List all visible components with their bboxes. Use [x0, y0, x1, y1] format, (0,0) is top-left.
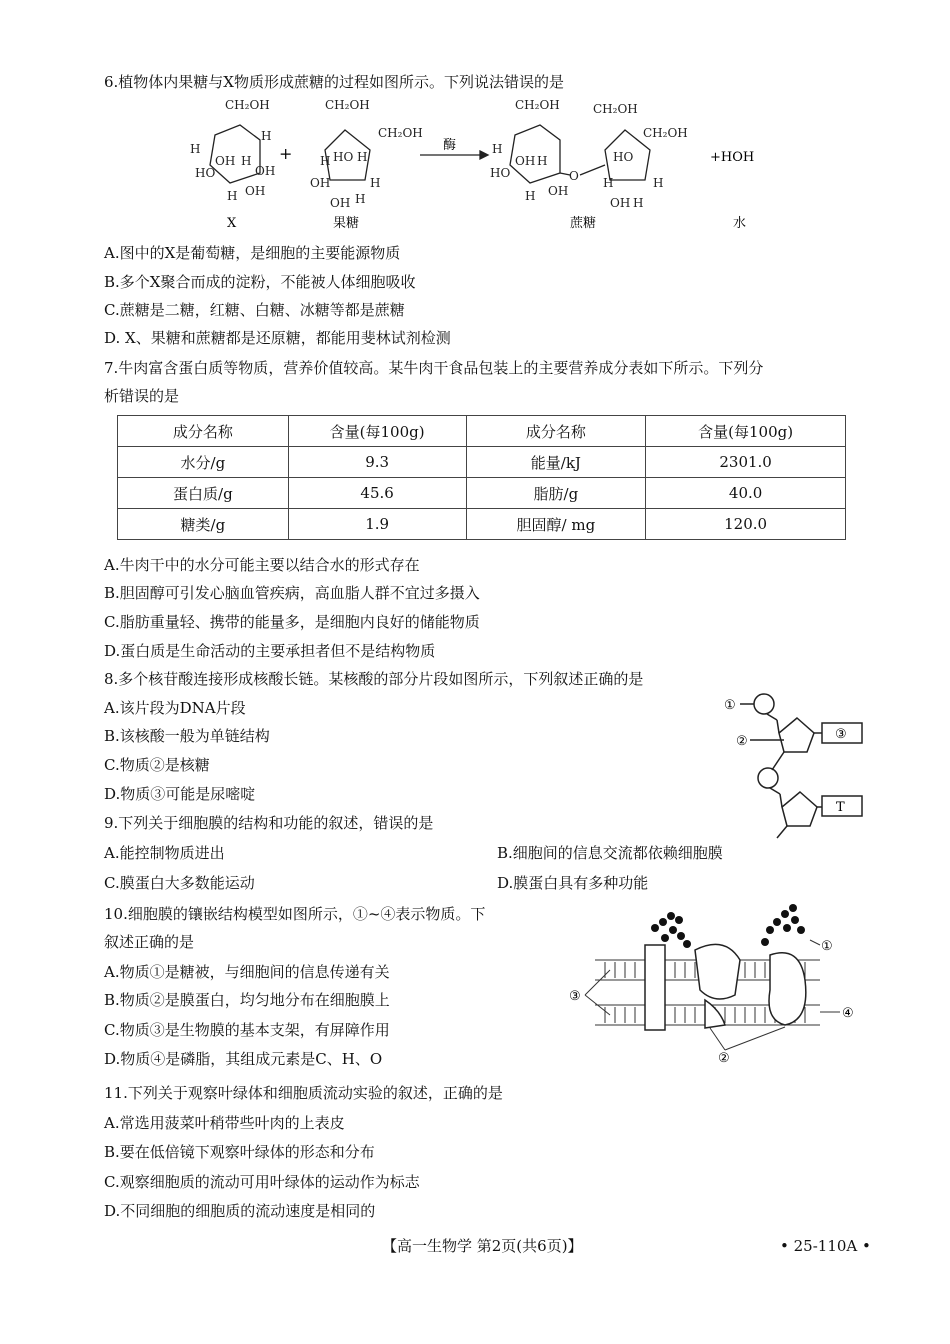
q6-label-water: 水	[733, 216, 747, 231]
table-cell: 40.0	[646, 478, 846, 509]
q8-option-a: A.该片段为DNA片段	[104, 699, 246, 717]
q7-stem-line2: 析错误的是	[104, 387, 180, 405]
table-cell: 1.9	[288, 509, 466, 540]
q6-label-enzyme: 酶	[443, 138, 457, 153]
svg-text:CH₂OH: CH₂OH	[225, 98, 270, 112]
q11-option-a: A.常选用菠菜叶稍带些叶肉的上表皮	[104, 1114, 345, 1132]
svg-text:H: H	[525, 189, 536, 203]
svg-text:H: H	[190, 142, 201, 156]
table-cell: 蛋白质/g	[118, 478, 289, 509]
svg-text:CH₂OH: CH₂OH	[515, 98, 560, 112]
table-row	[118, 478, 846, 509]
footer-code: • 25-110A •	[780, 1237, 871, 1255]
q6-label-sucrose: 蔗糖	[570, 216, 597, 231]
q7-option-d: D.蛋白质是生命活动的主要承担者但不是结构物质	[104, 642, 436, 660]
svg-text:CH₂OH: CH₂OH	[378, 126, 423, 140]
q8-stem: 8.多个核苷酸连接形成核酸长链。某核酸的部分片段如图所示，下列叙述正确的是	[104, 670, 644, 688]
svg-text:H: H	[241, 154, 252, 168]
table-cell: 脂肪/g	[466, 478, 646, 509]
table-header: 含量(每100g)	[288, 416, 466, 447]
q8-marker-1: ①	[724, 698, 736, 713]
q7-stem-line1: 7.牛肉富含蛋白质等物质，营养价值较高。某牛肉干食品包装上的主要营养成分表如下所示。下列分	[104, 359, 764, 377]
q6-label-fructose: 果糖	[333, 216, 360, 231]
table-row	[118, 509, 846, 540]
q8-nucleotide-figure	[722, 690, 872, 840]
q6-water-formula: +HOH	[710, 150, 755, 165]
table-cell: 能量/kJ	[466, 447, 646, 478]
q10-option-c: C.物质③是生物膜的基本支架，有屏障作用	[104, 1021, 390, 1039]
q9-option-b: B.细胞间的信息交流都依赖细胞膜	[497, 844, 723, 862]
q11-option-c: C.观察细胞质的流动可用叶绿体的运动作为标志	[104, 1173, 420, 1191]
q7-option-a: A.牛肉干中的水分可能主要以结合水的形式存在	[104, 556, 420, 574]
q10-marker-1: ①	[821, 939, 833, 954]
q10-marker-4: ④	[842, 1006, 854, 1021]
svg-text:CH₂OH: CH₂OH	[643, 126, 688, 140]
table-cell: 45.6	[288, 478, 466, 509]
q10-option-a: A.物质①是糖被，与细胞间的信息传递有关	[104, 963, 390, 981]
q6-stem: 6.植物体内果糖与X物质形成蔗糖的过程如图所示。下列说法错误的是	[104, 73, 564, 91]
table-cell: 糖类/g	[118, 509, 289, 540]
svg-text:H: H	[370, 176, 381, 190]
q9-stem: 9.下列关于细胞膜的结构和功能的叙述，错误的是	[104, 814, 434, 832]
q10-stem-line1: 10.细胞膜的镶嵌结构模型如图所示，①~④表示物质。下	[104, 905, 486, 923]
q8-base-t: T	[836, 800, 845, 815]
svg-text:H: H	[537, 154, 548, 168]
nutrition-table	[117, 415, 846, 540]
q6-plus-sign: +	[279, 144, 293, 163]
svg-text:HO: HO	[613, 150, 634, 164]
footer-page-info: 【高一生物学 第2页(共6页)】	[382, 1237, 583, 1255]
svg-text:HO: HO	[195, 166, 216, 180]
svg-text:OH: OH	[548, 184, 569, 198]
svg-text:OH: OH	[255, 164, 276, 178]
q6-option-a: A.图中的X是葡萄糖，是细胞的主要能源物质	[104, 244, 401, 262]
q6-sucrose-figure	[185, 95, 775, 235]
table-header: 成分名称	[466, 416, 646, 447]
svg-text:HO: HO	[490, 166, 511, 180]
table-cell: 2301.0	[646, 447, 846, 478]
q11-option-d: D.不同细胞的细胞质的流动速度是相同的	[104, 1202, 376, 1220]
q11-stem: 11.下列关于观察叶绿体和细胞质流动实验的叙述，正确的是	[104, 1084, 503, 1102]
svg-text:OH: OH	[310, 176, 331, 190]
table-header: 成分名称	[118, 416, 289, 447]
q8-option-d: D.物质③可能是尿嘧啶	[104, 785, 256, 803]
svg-text:OH: OH	[245, 184, 266, 198]
svg-text:H: H	[603, 176, 614, 190]
svg-text:CH₂OH: CH₂OH	[325, 98, 370, 112]
svg-text:H: H	[492, 142, 503, 156]
svg-text:H: H	[633, 196, 644, 210]
q6-label-x: X	[227, 216, 237, 231]
svg-text:H: H	[227, 189, 238, 203]
q9-option-a: A.能控制物质进出	[104, 844, 225, 862]
q7-option-c: C.脂肪重量轻、携带的能量多，是细胞内良好的储能物质	[104, 613, 480, 631]
q8-marker-2: ②	[736, 734, 748, 749]
q10-option-d: D.物质④是磷脂，其组成元素是C、H、O	[104, 1050, 383, 1068]
q6-option-b: B.多个X聚合而成的淀粉，不能被人体细胞吸收	[104, 273, 416, 291]
table-cell: 120.0	[646, 509, 846, 540]
svg-text:H: H	[653, 176, 664, 190]
svg-text:H: H	[357, 150, 368, 164]
svg-text:H: H	[355, 192, 366, 206]
q10-membrane-figure	[565, 900, 865, 1065]
q6-option-c: C.蔗糖是二糖，红糖、白糖、冰糖等都是蔗糖	[104, 301, 405, 319]
table-row	[118, 447, 846, 478]
q6-option-d: D. X、果糖和蔗糖都是还原糖，都能用斐林试剂检测	[104, 329, 451, 347]
svg-text:OH: OH	[515, 154, 536, 168]
svg-text:OH: OH	[610, 196, 631, 210]
q10-marker-3: ③	[569, 989, 581, 1004]
q10-marker-2: ②	[718, 1051, 730, 1065]
q10-stem-line2: 叙述正确的是	[104, 933, 195, 951]
svg-text:H: H	[320, 154, 331, 168]
q9-option-d: D.膜蛋白具有多种功能	[497, 874, 649, 892]
table-header: 含量(每100g)	[646, 416, 846, 447]
q11-option-b: B.要在低倍镜下观察叶绿体的形态和分布	[104, 1143, 375, 1161]
table-header-row	[118, 416, 846, 447]
svg-text:HO: HO	[333, 150, 354, 164]
q8-marker-3: ③	[835, 727, 847, 742]
svg-text:OH: OH	[330, 196, 351, 210]
table-cell: 9.3	[288, 447, 466, 478]
svg-text:OH: OH	[215, 154, 236, 168]
q7-option-b: B.胆固醇可引发心脑血管疾病，高血脂人群不宜过多摄入	[104, 584, 480, 602]
svg-text:CH₂OH: CH₂OH	[593, 102, 638, 116]
svg-text:H: H	[261, 129, 272, 143]
table-cell: 胆固醇/ mg	[466, 509, 646, 540]
svg-text:O: O	[569, 169, 579, 183]
q8-option-c: C.物质②是核糖	[104, 756, 210, 774]
q10-option-b: B.物质②是膜蛋白，均匀地分布在细胞膜上	[104, 991, 390, 1009]
q8-option-b: B.该核酸一般为单链结构	[104, 727, 270, 745]
table-cell: 水分/g	[118, 447, 289, 478]
q9-option-c: C.膜蛋白大多数能运动	[104, 874, 255, 892]
